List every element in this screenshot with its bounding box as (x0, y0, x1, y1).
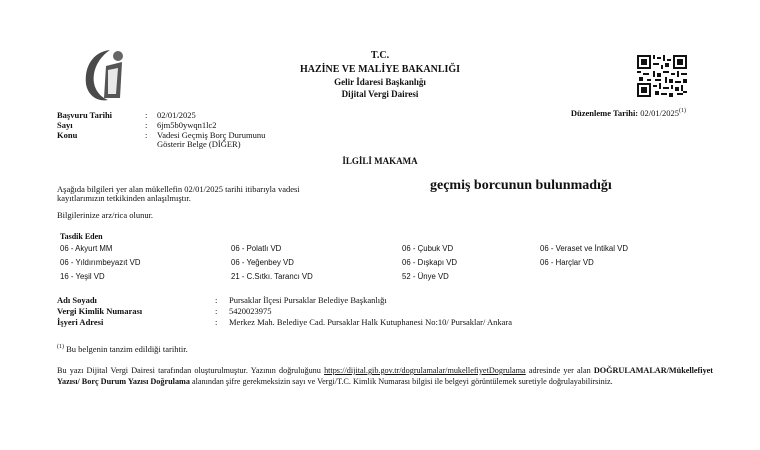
taxpayer-address: Merkez Mah. Belediye Cad. Pursaklar Halk Kutuphanesi No:10/ Pursaklar/ Ankara (229, 317, 513, 327)
issue-date (571, 108, 686, 118)
document-number: 6jm5b0ywqn1lc2 (157, 120, 217, 130)
tax-id-label: Vergi Kimlik Numarası (57, 306, 143, 316)
footnote (57, 344, 188, 354)
name-label: Adı Soyadı (57, 295, 97, 305)
approver-item: 06 - Veraset ve İntikal VD (540, 244, 628, 253)
approver-item: 06 - Yıldırımbeyazıt VD (60, 258, 141, 267)
approver-item: 16 - Yeşil VD (60, 272, 105, 281)
footer-text3: alanından şifre gerekmeksizin sayı ve Vergi/T.C. Kimlik Numarası bilgisi ile belgeyi görüntülemek suretiyle doğrulayabilirsiniz. (192, 376, 613, 386)
application-date: 02/01/2025 (157, 110, 196, 120)
separator: : (215, 295, 218, 305)
subject-label: Konu (57, 130, 78, 140)
issue-date-note: (1) (679, 108, 686, 115)
addressee: İLGİLİ MAKAMA (342, 156, 418, 166)
approver-item: 06 - Akyurt MM (60, 244, 113, 253)
address-label: İşyeri Adresi (57, 317, 104, 327)
separator: : (215, 317, 218, 327)
body-para2: Bilgilerinize arz/rica olunur. (57, 210, 154, 220)
application-date-label: Başvuru Tarihi (57, 110, 113, 120)
footer-text2: adresinde yer alan (528, 366, 591, 375)
approvers-title: Tasdik Eden (60, 232, 103, 241)
separator: : (145, 120, 148, 130)
approver-item: 06 - Çubuk VD (402, 244, 454, 253)
issue-date-value: 02/01/2025 (640, 108, 679, 118)
separator: : (145, 110, 148, 120)
footnote-marker: (1) (57, 344, 64, 351)
approver-item: 06 - Harçlar VD (540, 258, 594, 267)
subject-line1: Vadesi Geçmiş Borç Durumunu (157, 130, 266, 140)
header-country: T.C. (370, 50, 390, 61)
body-para1-line1: Aşağıda bilgileri yer alan mükellefin 02/01/2025 tarihi itibarıyla vadesi (57, 184, 300, 194)
verification-footer (57, 366, 713, 387)
separator: : (215, 306, 218, 316)
approver-item: 06 - Polatlı VD (231, 244, 282, 253)
footnote-text: Bu belgenin tanzim edildiği tarihtir. (66, 344, 188, 354)
separator: : (145, 130, 148, 140)
header-ministry: HAZİNE VE MALİYE BAKANLIĞI (299, 64, 461, 75)
body-para1-line2: kayıtlarımızın tetkikinden anlaşılmıştır. (57, 193, 191, 203)
tax-id: 5420023975 (229, 306, 272, 316)
verification-link[interactable]: https://dijital.gib.gov.tr/dogrulamalar/mukellefiyetDogrulama (324, 366, 526, 375)
number-label: Sayı (57, 120, 73, 130)
header-office: Dijital Vergi Dairesi (341, 89, 419, 99)
header-presidency: Gelir İdaresi Başkanlığı (334, 77, 426, 87)
approver-item: 21 - C.Sıtkı. Tarancı VD (231, 272, 313, 281)
footer-text1: Bu yazı Dijital Vergi Dairesi tarafından oluşturulmuştur. Yazının doğruluğunu (57, 366, 321, 375)
approver-item: 06 - Dışkapı VD (402, 258, 458, 267)
approver-item: 52 - Ünye VD (402, 272, 449, 281)
footer-bold: DOĞRULAMALAR/Mükellefiyet Yazısı/ Borç Durum Yazısı Doğrulama (57, 366, 714, 386)
issue-date-label: Düzenleme Tarihi: (570, 108, 639, 118)
body-emphasis: geçmiş borcunun bulunmadığı (430, 178, 612, 193)
subject-line2: Gösterir Belge (DİĞER) (157, 139, 241, 149)
taxpayer-name: Pursaklar İlçesi Pursaklar Belediye Başkanlığı (229, 295, 387, 305)
approver-item: 06 - Yeğenbey VD (231, 258, 294, 267)
